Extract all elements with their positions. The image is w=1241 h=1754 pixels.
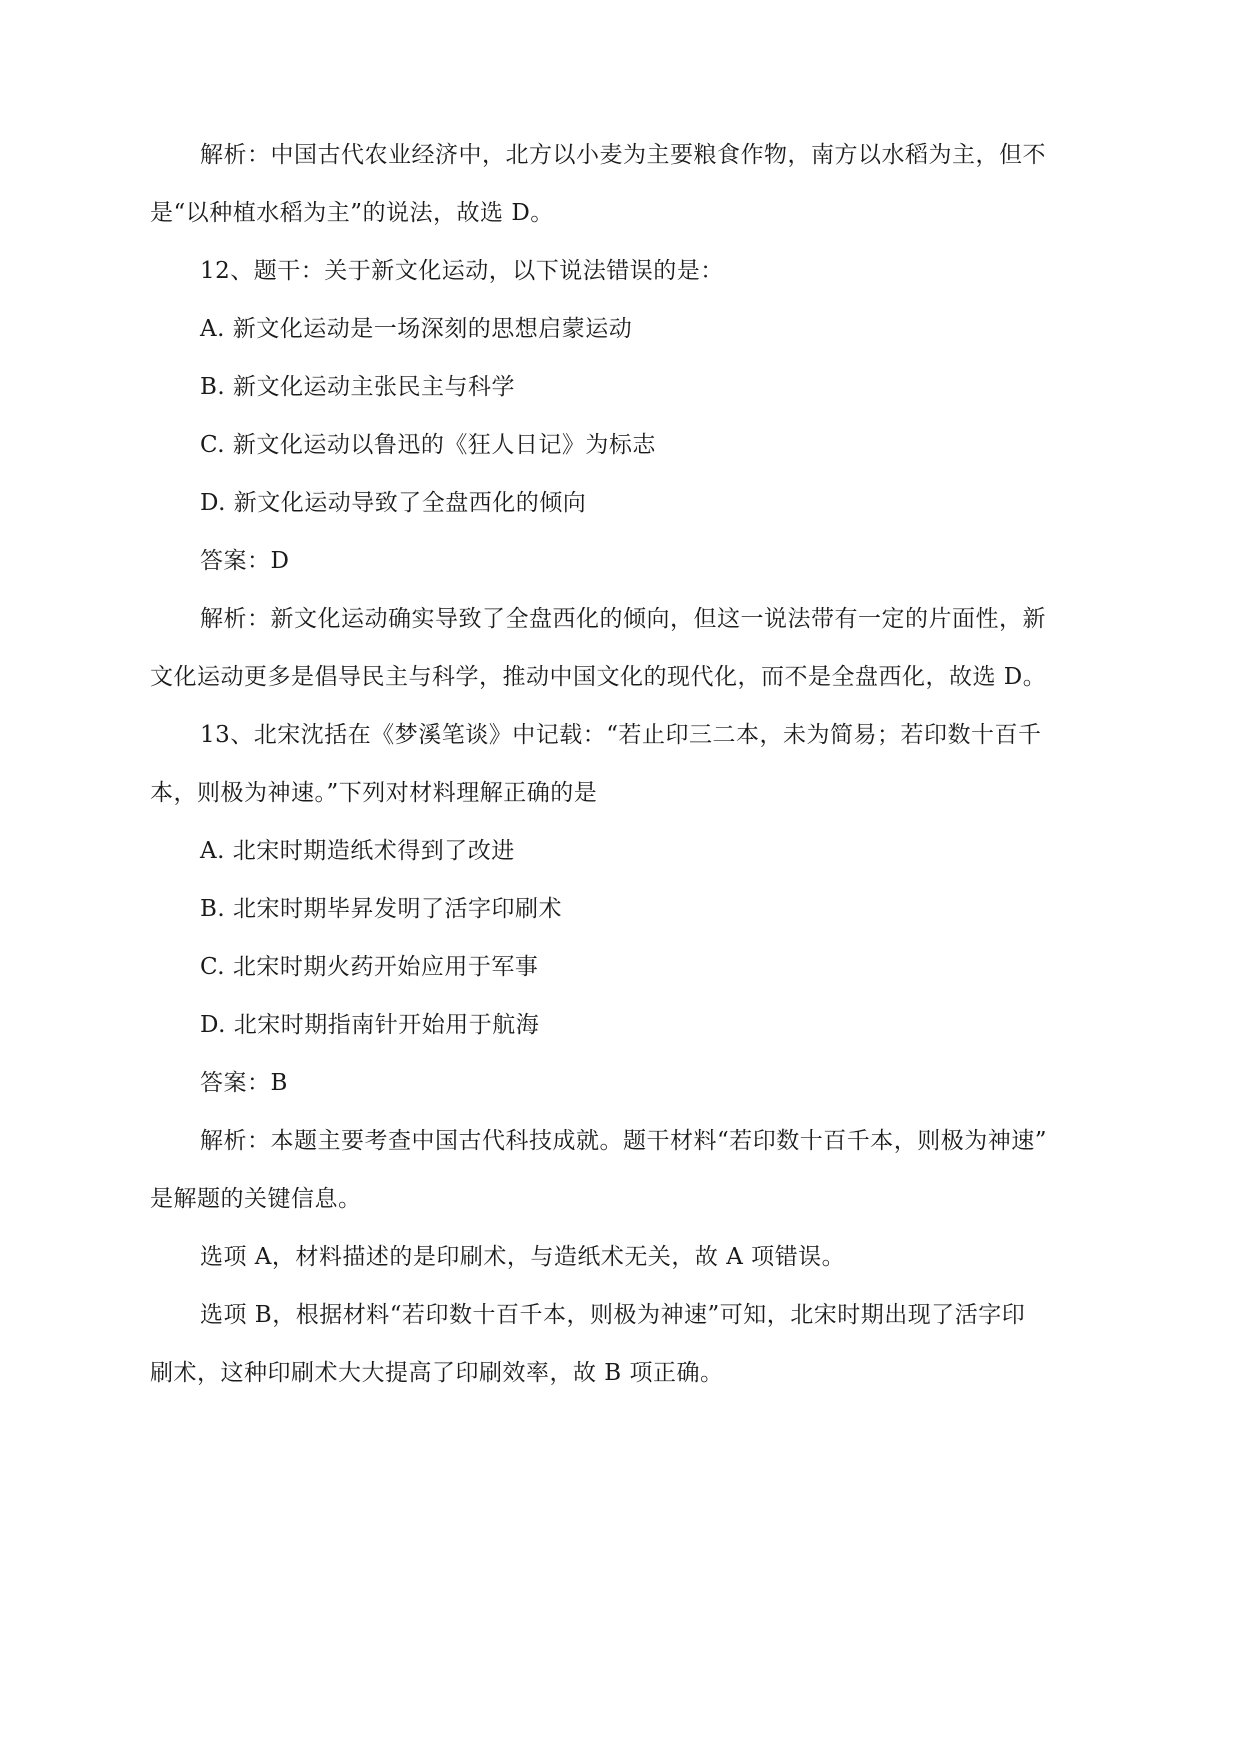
question-12-answer: 答案：D — [200, 548, 290, 574]
analysis-q12-line-2: 文化运动更多是倡导民主与科学，推动中国文化的现代化，而不是全盘西化，故选 D。 — [150, 664, 1047, 690]
analysis-q11-line-2: 是“以种植水稻为主”的说法，故选 D。 — [150, 200, 554, 226]
question-13-option-c: C. 北宋时期火药开始应用于军事 — [200, 954, 539, 980]
analysis-q11-line-1: 解析：中国古代农业经济中，北方以小麦为主要粮食作物，南方以水稻为主，但不 — [200, 142, 1046, 168]
question-12-option-d: D. 新文化运动导致了全盘西化的倾向 — [200, 490, 587, 516]
option-b-explanation-line-2: 刷术，这种印刷术大大提高了印刷效率，故 B 项正确。 — [150, 1360, 724, 1386]
question-13-answer: 答案：B — [200, 1070, 288, 1096]
option-a-explanation: 选项 A，材料描述的是印刷术，与造纸术无关，故 A 项错误。 — [200, 1244, 846, 1270]
question-13-option-d: D. 北宋时期指南针开始用于航海 — [200, 1012, 540, 1038]
question-12-stem: 12、题干：关于新文化运动，以下说法错误的是： — [200, 258, 724, 284]
analysis-q12-line-1: 解析：新文化运动确实导致了全盘西化的倾向，但这一说法带有一定的片面性，新 — [200, 606, 1046, 632]
question-13-stem-line-1: 13、北宋沈括在《梦溪笔谈》中记载：“若止印三二本，未为简易；若印数十百千 — [200, 722, 1042, 748]
analysis-q13-line-2: 是解题的关键信息。 — [150, 1186, 362, 1212]
question-13-stem-line-2: 本，则极为神速。”下列对材料理解正确的是 — [150, 780, 598, 806]
question-13-option-a: A. 北宋时期造纸术得到了改进 — [200, 838, 515, 864]
option-b-explanation-line-1: 选项 B，根据材料“若印数十百千本，则极为神速”可知，北宋时期出现了活字印 — [200, 1302, 1026, 1328]
question-12-option-b: B. 新文化运动主张民主与科学 — [200, 374, 516, 400]
question-12-option-a: A. 新文化运动是一场深刻的思想启蒙运动 — [200, 316, 633, 342]
question-13-option-b: B. 北宋时期毕昇发明了活字印刷术 — [200, 896, 563, 922]
analysis-q13-line-1: 解析：本题主要考查中国古代科技成就。题干材料“若印数十百千本，则极为神速” — [200, 1128, 1048, 1154]
question-12-option-c: C. 新文化运动以鲁迅的《狂人日记》为标志 — [200, 432, 656, 458]
